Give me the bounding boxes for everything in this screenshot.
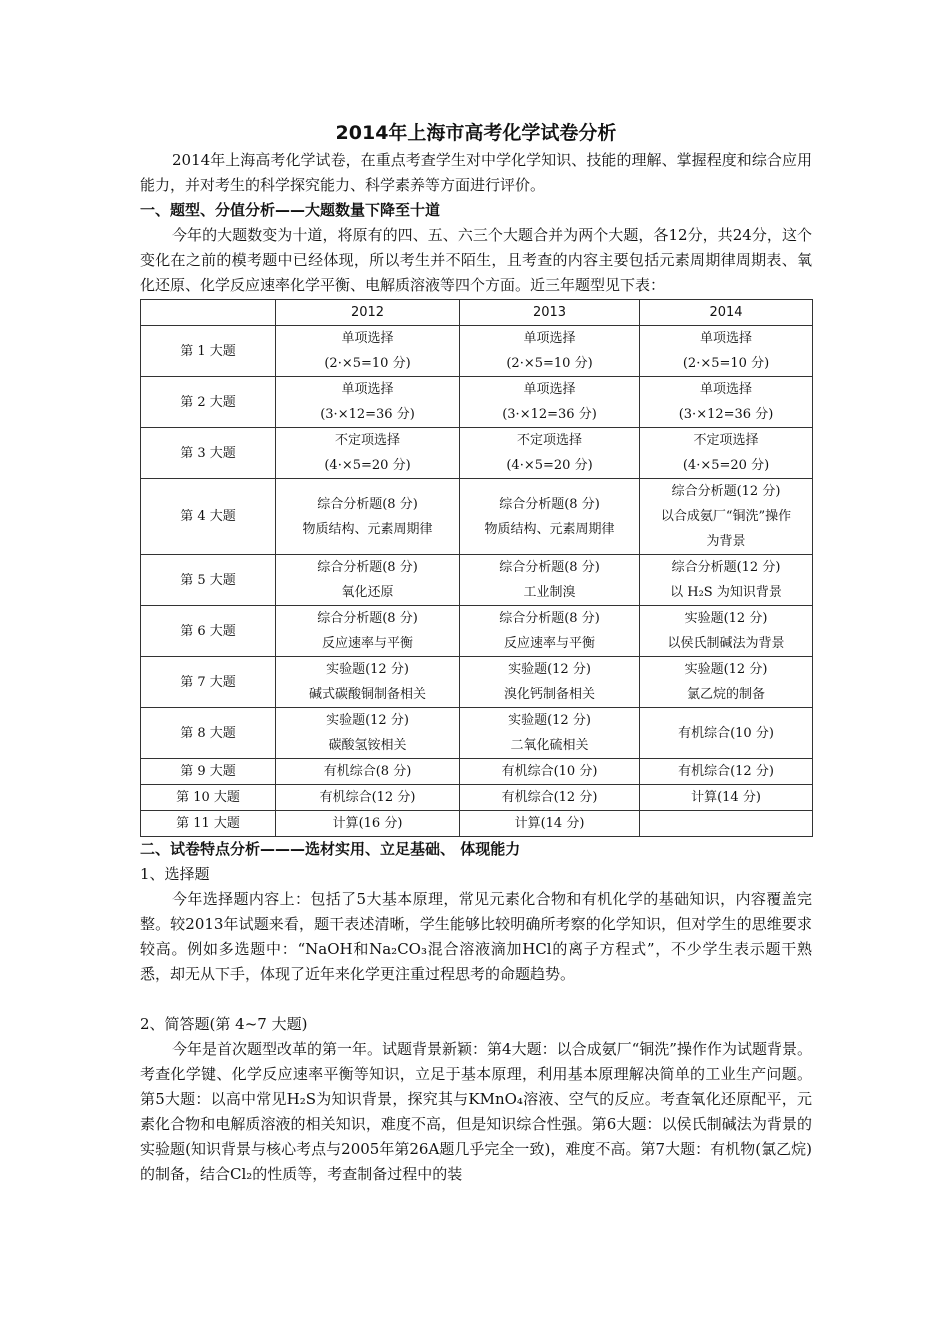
cell-line: 综合分析题(8 分): [499, 611, 600, 626]
table-cell-2013: [460, 377, 640, 428]
table-cell-2013: [460, 326, 640, 377]
cell-line: 实验题(12 分): [326, 713, 409, 728]
row-label-cell: 第 5 大题: [141, 555, 276, 606]
cell-line: (4·×5=20 分): [506, 458, 593, 473]
subsection1-paragraph: 今年选择题内容上：包括了5大基本原理，常见元素化合物和有机化学的基础知识，内容覆盖完整。较2013年试题来看，题干表述清晰，学生能够比较明确所考察的化学知识，但对学生的思维要求较高。例如多选题中：“NaOH和Na₂CO₃混合溶液滴加HCl的离子方程式”，不少学生表示题干熟悉，却无从下手，体现了近年来化学更注重过程思考的命题趋势。: [140, 890, 812, 983]
cell-line: 单项选择: [523, 331, 576, 346]
cell-line: 溴化钙制备相关: [503, 687, 595, 702]
table-row: [141, 759, 813, 785]
cell-line: 反应速率与平衡: [503, 636, 595, 651]
row-label-cell: 第 1 大题: [141, 326, 276, 377]
cell-line: 实验题(12 分): [684, 662, 768, 677]
table-row: [141, 657, 813, 708]
table-cell-2014: [640, 708, 813, 759]
cell-line: 碳酸氢铵相关: [328, 738, 407, 753]
cell-line: (3·×12=36 分): [320, 407, 415, 422]
table-cell-2014: [640, 811, 813, 837]
table-cell-2013: [460, 759, 640, 785]
cell-line: (4·×5=20 分): [324, 458, 411, 473]
cell-line: 以 H₂S 为知识背景: [670, 585, 782, 600]
cell-line: 有机综合(12 分): [678, 764, 774, 779]
cell-line: 计算(14 分): [691, 790, 761, 805]
row-label-cell: 第 3 大题: [141, 428, 276, 479]
table-row: [141, 479, 813, 555]
cell-line: 不定项选择: [334, 433, 400, 448]
row-label-cell: 第 8 大题: [141, 708, 276, 759]
table-cell-2012: [276, 759, 460, 785]
table-cell-2013: [460, 555, 640, 606]
cell-line: 二氧化硫相关: [510, 738, 589, 753]
table-header-row: [141, 300, 813, 326]
table-row: [141, 428, 813, 479]
table-cell-2014: [640, 785, 813, 811]
intro-paragraph: 2014年上海高考化学试卷，在重点考查学生对中学化学知识、技能的理解、掌握程度和综合应用能力，并对考生的科学探究能力、科学素养等方面进行评价。: [140, 151, 812, 194]
table-cell-2014: [640, 377, 813, 428]
table-cell-2014: [640, 555, 813, 606]
cell-line: 单项选择: [341, 382, 394, 397]
section1-paragraph: 今年的大题数变为十道，将原有的四、五、六三个大题合并为两个大题，各12分，共24分，这个变化在之前的模考题中已经体现，所以考生并不陌生，且考查的内容主要包括元素周期律周期表、氧化还原、化学反应速率化学平衡、电解质溶液等四个方面。近三年题型见下表：: [140, 226, 812, 294]
row-label-cell: 第 2 大题: [141, 377, 276, 428]
cell-line: 实验题(12 分): [684, 611, 768, 626]
table-cell-2013: [460, 428, 640, 479]
table-cell-2013: [460, 785, 640, 811]
cell-line: 综合分析题(8 分): [317, 496, 418, 512]
document-page: [140, 118, 812, 1187]
cell-line: 以侯氏制碱法为背景: [667, 636, 785, 651]
row-label-cell: 第 11 大题: [141, 811, 276, 837]
table-cell-2013: [460, 606, 640, 657]
table-cell-2012: [276, 326, 460, 377]
subsection2-title: 2、简答题(第 4~7 大题): [140, 1015, 308, 1033]
cell-line: (4·×5=20 分): [682, 458, 770, 473]
cell-line: 综合分析题(12 分): [671, 484, 781, 499]
document-title: 2014年上海市高考化学试卷分析: [335, 122, 617, 144]
cell-line: 有机综合(8 分): [323, 764, 412, 779]
table-cell-2014: [640, 606, 813, 657]
cell-line: 有机综合(10 分): [678, 725, 774, 741]
table-cell-2012: [276, 657, 460, 708]
cell-line: 碱式碳酸铜制备相关: [308, 687, 426, 702]
table-cell-2014: [640, 657, 813, 708]
table-header-cell: [141, 300, 276, 326]
table-row: [141, 326, 813, 377]
question-type-table: [140, 299, 813, 837]
table-cell-2012: [276, 785, 460, 811]
cell-line: 不定项选择: [693, 433, 759, 448]
table-header-cell: 2012: [276, 300, 460, 326]
table-row: [141, 606, 813, 657]
row-label-cell: 第 10 大题: [141, 785, 276, 811]
cell-line: 综合分析题(8 分): [499, 560, 600, 575]
table-row: [141, 377, 813, 428]
cell-line: 单项选择: [699, 382, 752, 397]
table-cell-2012: [276, 555, 460, 606]
cell-line: 有机综合(10 分): [501, 764, 598, 779]
subsection1-title: 1、选择题: [140, 865, 210, 883]
cell-line: 氯乙烷的制备: [686, 687, 765, 702]
table-header-cell: 2014: [640, 300, 813, 326]
table-header-cell: 2013: [460, 300, 640, 326]
table-cell-2014: [640, 479, 813, 555]
cell-line: 物质结构、元素周期律: [484, 521, 615, 537]
cell-line: 单项选择: [341, 331, 394, 346]
cell-line: 单项选择: [699, 331, 752, 346]
section1-heading: 一、题型、分值分析——大题数量下降至十道: [140, 201, 441, 219]
cell-line: (3·×12=36 分): [678, 407, 774, 422]
table-cell-2013: [460, 708, 640, 759]
cell-line: 有机综合(12 分): [501, 790, 598, 805]
cell-line: (2·×5=10 分): [682, 356, 770, 371]
table-cell-2012: [276, 479, 460, 555]
row-label-cell: 第 6 大题: [141, 606, 276, 657]
table-cell-2014: [640, 428, 813, 479]
cell-line: 为背景: [706, 534, 746, 549]
cell-line: 计算(16 分): [332, 816, 403, 831]
table-cell-2013: [460, 479, 640, 555]
cell-line: (3·×12=36 分): [502, 407, 597, 422]
table-cell-2012: [276, 428, 460, 479]
cell-line: (2·×5=10 分): [506, 356, 593, 371]
table-cell-2013: [460, 811, 640, 837]
cell-line: 工业制溴: [523, 585, 576, 600]
cell-line: 不定项选择: [516, 433, 582, 448]
section2-heading: 二、试卷特点分析———选材实用、立足基础、 体现能力: [140, 840, 521, 858]
cell-line: (2·×5=10 分): [324, 356, 411, 371]
subsection2-paragraph: 今年是首次题型改革的第一年。试题背景新颖：第4大题：以合成氨厂“铜洗”操作作为试题背景。考查化学键、化学反应速率平衡等知识，立足于基本原理，利用基本原理解决简单的工业生产问题。第5大题：以高中常见H₂S为知识背景，探究其与KMnO₄溶液、空气的反应。考查氧化还原配平，元素化合物和电解质溶液的相关知识，难度不高，但是知识综合性强。第6大题：以侯氏制碱法为背景的实验题(知识背景与核心考点与2005年第26A题几乎完全一致)，难度不高。第7大题：有机物(氯乙烷)的制备，结合Cl₂的性质等，考查制备过程中的装: [140, 1040, 812, 1183]
table-row: [141, 708, 813, 759]
cell-line: 氧化还原: [341, 585, 394, 600]
cell-line: 综合分析题(12 分): [671, 560, 781, 575]
row-label-cell: 第 4 大题: [141, 479, 276, 555]
cell-line: 计算(14 分): [514, 816, 585, 831]
spacer: [140, 987, 812, 1012]
table-row: [141, 811, 813, 837]
cell-line: 综合分析题(8 分): [317, 611, 418, 626]
table-body: [141, 326, 813, 837]
cell-line: 实验题(12 分): [326, 662, 409, 677]
cell-line: 实验题(12 分): [508, 662, 591, 677]
cell-line: 综合分析题(8 分): [499, 496, 600, 512]
table-cell-2012: [276, 811, 460, 837]
row-label-cell: 第 7 大题: [141, 657, 276, 708]
table-cell-2014: [640, 759, 813, 785]
cell-line: 综合分析题(8 分): [317, 560, 418, 575]
cell-line: 以合成氨厂“铜洗”操作: [660, 509, 792, 524]
table-row: [141, 785, 813, 811]
table-row: [141, 555, 813, 606]
row-label-cell: 第 9 大题: [141, 759, 276, 785]
cell-line: 有机综合(12 分): [319, 790, 416, 805]
table-cell-2012: [276, 377, 460, 428]
table-cell-2012: [276, 708, 460, 759]
table-cell-2014: [640, 326, 813, 377]
table-cell-2012: [276, 606, 460, 657]
cell-line: 物质结构、元素周期律: [302, 521, 433, 537]
cell-line: 反应速率与平衡: [321, 636, 413, 651]
cell-line: 单项选择: [523, 382, 576, 397]
table-cell-2013: [460, 657, 640, 708]
cell-line: 实验题(12 分): [508, 713, 591, 728]
